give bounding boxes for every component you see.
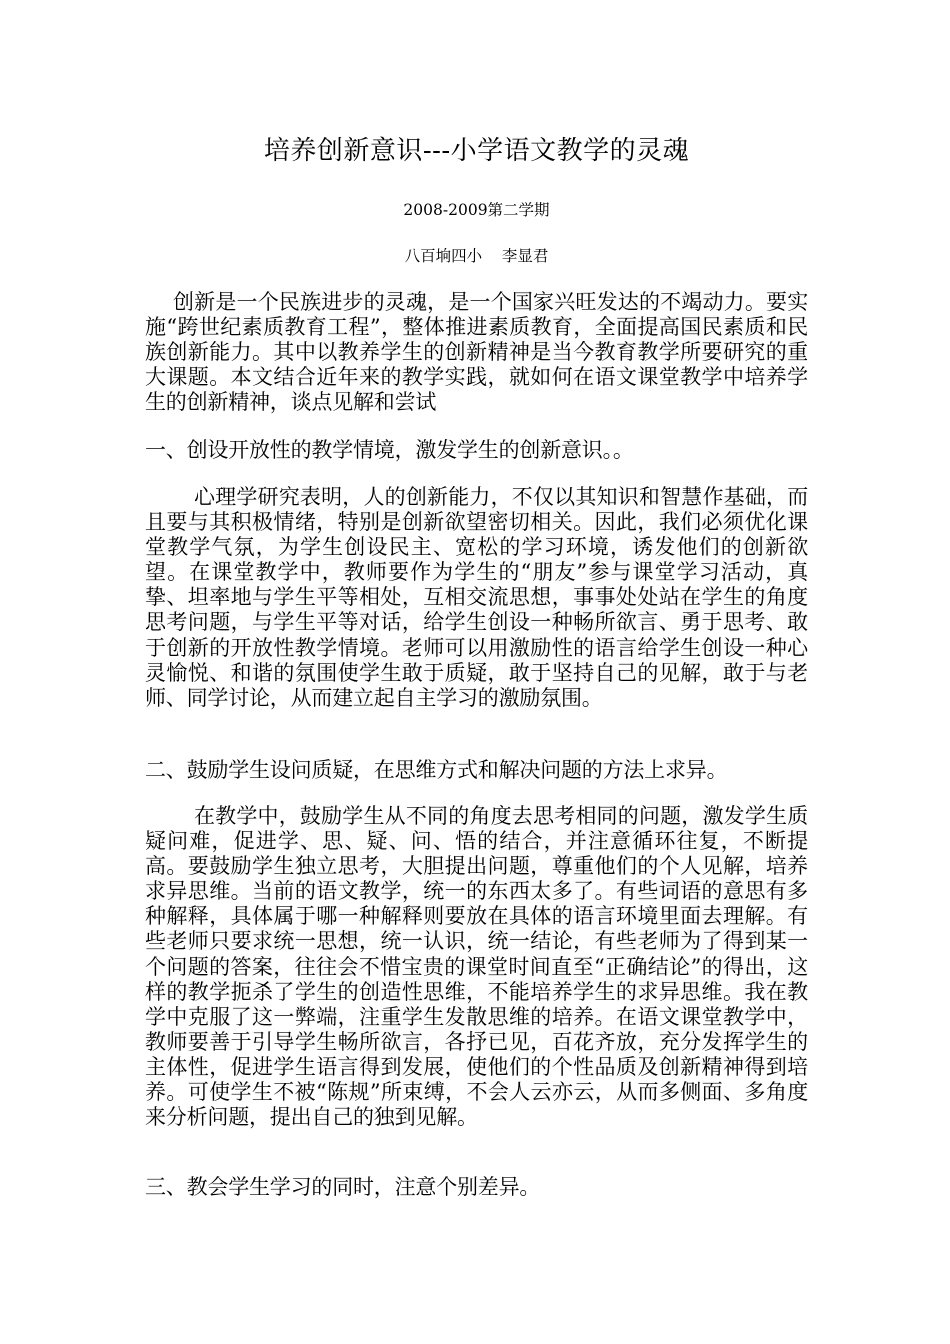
author-line: 八百垧四小 李显君 <box>404 247 549 265</box>
section-paragraph-1: 心理学研究表明，人的创新能力，不仅以其知识和智慧作基础，而且要与其积极情绪，特别是创新欲望密切相关。因此，我们必须优化课堂教学气氛，为学生创设民主、宽松的学习环境，诱发他们的创新欲望。在课堂教学中，教师要作为学生的“朋友”参与课堂学习活动，真挚、坦率地与学生平等相处，互相交流思想，事事处处站在学生的角度思考问题，与学生平等对话，给学生创设一种畅所欲言、勇于思考、敢于创新的开放性教学情境。老师可以用激励性的语言给学生创设一种心灵愉悦、和谐的氛围使学生敢于质疑，敢于坚持自己的见解，敢于与老师、同学讨论，从而建立起自主学习的激励氛围。 <box>145 485 808 710</box>
section-heading-2: 二、鼓励学生设问质疑，在思维方式和解决问题的方法上求异。 <box>145 758 728 782</box>
intro-paragraph: 创新是一个民族进步的灵魂，是一个国家兴旺发达的不竭动力。要实施“跨世纪素质教育工程”，整体推进素质教育，全面提高国民素质和民族创新能力。其中以教养学生的创新精神是当今教育教学所要研究的重大课题。本文结合近年来的教学实践，就如何在语文课堂教学中培养学生的创新精神，谈点见解和尝试 <box>145 290 808 415</box>
document-title: 培养创新意识---小学语文教学的灵魂 <box>263 136 690 166</box>
section-heading-3: 三、教会学生学习的同时，注意个别差异。 <box>145 1175 541 1199</box>
semester-line: 2008-2009第二学期 <box>403 201 550 219</box>
section-paragraph-2: 在教学中，鼓励学生从不同的角度去思考相同的问题，激发学生质疑问难，促进学、思、疑、问、悟的结合，并注意循环往复，不断提高。要鼓励学生独立思考，大胆提出问题，尊重他们的个人见解，培养求异思维。当前的语文教学，统一的东西太多了。有些词语的意思有多种解释，具体属于哪一种解释则要放在具体的语言环境里面去理解。有些老师只要求统一思想，统一认识，统一结论，有些老师为了得到某一个问题的答案，往往会不惜宝贵的课堂时间直至“正确结论”的得出，这样的教学扼杀了学生的创造性思维，不能培养学生的求异思维。我在教学中克服了这一弊端，注重学生发散思维的培养。在语文课堂教学中，教师要善于引导学生畅所欲言，各抒已见，百花齐放，充分发挥学生的主体性，促进学生语言得到发展，使他们的个性品质及创新精神得到培养。可使学生不被“陈规”所束缚，不会人云亦云，从而多侧面、多角度来分析问题，提出自己的独到见解。 <box>145 804 808 1130</box>
section-heading-1: 一、创设开放性的教学情境，激发学生的创新意识。。 <box>145 438 634 462</box>
